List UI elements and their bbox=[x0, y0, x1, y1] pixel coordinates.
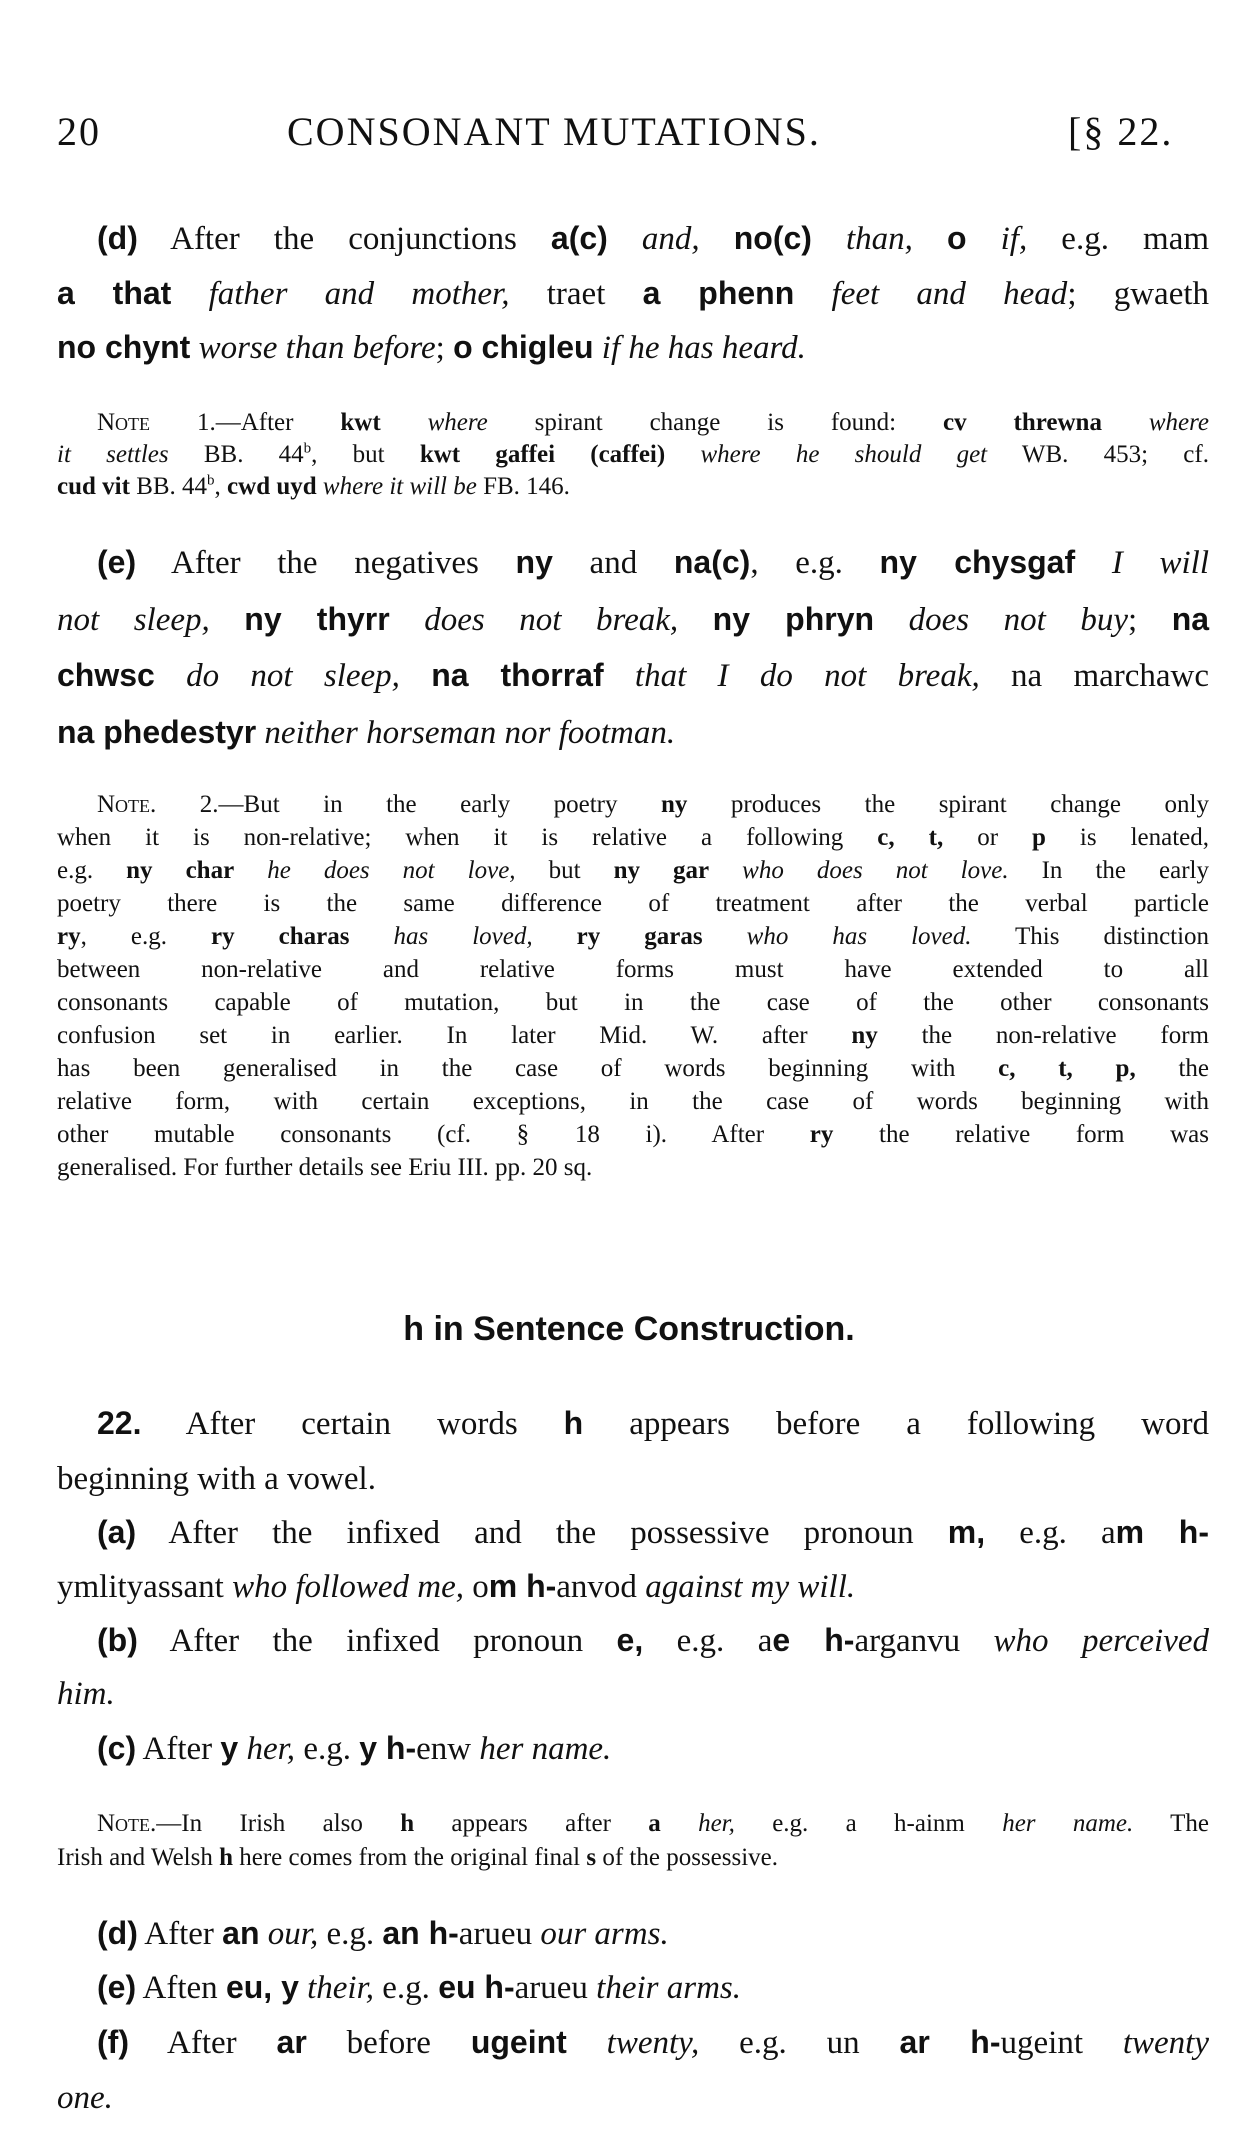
text-run bbox=[533, 923, 577, 950]
paragraph-e-negatives bbox=[57, 535, 1209, 761]
bold-term: c, t, bbox=[877, 824, 944, 851]
bold-term: (d) bbox=[97, 1915, 138, 1951]
text-run bbox=[794, 276, 831, 312]
text-line bbox=[57, 439, 1209, 471]
bold-term: h bbox=[219, 1844, 233, 1871]
text-line bbox=[57, 705, 1209, 762]
text-run bbox=[874, 602, 909, 638]
bold-term: no(c) bbox=[733, 220, 812, 256]
text-line bbox=[57, 1396, 1209, 1452]
bold-term: ny phryn bbox=[712, 600, 875, 637]
text-line bbox=[57, 321, 1209, 376]
bold-term: (b) bbox=[97, 1622, 138, 1658]
note-label: Note. bbox=[97, 1810, 157, 1837]
superscript: b bbox=[303, 440, 312, 457]
italic-gloss: where bbox=[1148, 409, 1210, 436]
text-run: This distinction bbox=[971, 923, 1210, 950]
italic-gloss: father and mother, bbox=[208, 275, 510, 312]
bold-term: m h- bbox=[488, 1568, 557, 1604]
running-title: CONSONANT MUTATIONS. bbox=[287, 109, 821, 154]
bold-term: m h- bbox=[1115, 1514, 1210, 1550]
italic-gloss: her name. bbox=[479, 1731, 612, 1767]
italic-gloss: does not buy bbox=[908, 601, 1128, 638]
italic-gloss: where bbox=[427, 409, 488, 436]
italic-gloss: does not break, bbox=[424, 601, 679, 638]
text-line bbox=[57, 1961, 1209, 2015]
italic-gloss: twenty bbox=[1122, 2025, 1210, 2061]
text-run: BB. 44 bbox=[129, 473, 208, 500]
text-run: e.g. mam bbox=[1027, 221, 1210, 257]
text-run bbox=[967, 221, 1001, 257]
text-run bbox=[1075, 545, 1112, 581]
text-run bbox=[210, 602, 245, 638]
paragraph-b bbox=[57, 1614, 1209, 1721]
text-line bbox=[57, 267, 1209, 322]
paragraph-22 bbox=[57, 1396, 1209, 1507]
text-run: —In Irish also bbox=[156, 1810, 401, 1837]
section-ref: [§ 22. bbox=[1068, 109, 1174, 154]
text-run: —After bbox=[215, 409, 341, 436]
bold-term: e h- bbox=[772, 1622, 855, 1658]
text-run: After the negatives bbox=[136, 545, 516, 581]
text-run: BB. 44 bbox=[168, 441, 304, 468]
bold-term: ny char bbox=[126, 857, 235, 884]
text-run: After the infixed and the possessive pronoun bbox=[136, 1515, 948, 1551]
text-run: After the infixed pronoun bbox=[137, 1623, 617, 1659]
bold-term: eu h- bbox=[438, 1969, 515, 2005]
text-line bbox=[57, 1614, 1209, 1668]
text-run bbox=[234, 857, 267, 884]
text-run bbox=[678, 602, 713, 638]
italic-gloss: their arms. bbox=[596, 1970, 742, 2006]
text-run bbox=[913, 221, 947, 257]
text-run: , e.g. bbox=[750, 545, 880, 581]
text-run bbox=[703, 923, 747, 950]
text-line bbox=[57, 1019, 1209, 1052]
paragraph-d-our bbox=[57, 1907, 1209, 1961]
text-run bbox=[171, 276, 208, 312]
bold-term: ny bbox=[515, 544, 553, 580]
text-run: the bbox=[1135, 1055, 1209, 1082]
italic-gloss: our, bbox=[267, 1916, 319, 1952]
text-run: confusion set in earlier. In later Mid. W. after bbox=[57, 1022, 852, 1049]
italic-gloss: where it will be bbox=[322, 473, 477, 500]
bold-term: (c) bbox=[97, 1730, 137, 1766]
text-line bbox=[57, 2071, 1209, 2126]
paragraph-f-twenty bbox=[57, 2015, 1209, 2126]
text-run bbox=[812, 221, 846, 257]
text-run: the non-relative form bbox=[877, 1022, 1210, 1049]
text-run: , e.g. bbox=[80, 923, 211, 950]
note-label: Note 1. bbox=[97, 409, 216, 436]
text-run: appears before a following word bbox=[583, 1406, 1209, 1442]
text-line bbox=[57, 986, 1209, 1019]
text-run: arganvu bbox=[854, 1623, 994, 1659]
text-run bbox=[661, 1810, 698, 1837]
text-run: FB. 146. bbox=[476, 473, 570, 500]
italic-gloss: has loved, bbox=[393, 923, 533, 950]
bold-term: y h- bbox=[359, 1730, 417, 1766]
text-run bbox=[700, 221, 734, 257]
text-run: spirant change is found: bbox=[487, 409, 944, 436]
italic-gloss: do not sleep, bbox=[186, 658, 400, 695]
text-line bbox=[57, 1907, 1209, 1961]
bold-term: ry bbox=[57, 923, 81, 950]
text-run: —But in the early poetry bbox=[218, 791, 661, 818]
text-line bbox=[57, 887, 1209, 920]
text-run: e.g. un bbox=[699, 2025, 900, 2061]
bold-term: h bbox=[563, 1405, 584, 1441]
italic-gloss: he does not love, bbox=[267, 857, 516, 884]
text-line bbox=[57, 1722, 1209, 1776]
text-run bbox=[390, 602, 425, 638]
bold-term: kwt bbox=[340, 409, 381, 436]
italic-gloss: and, bbox=[641, 221, 700, 257]
text-run: e.g. bbox=[318, 1916, 383, 1952]
italic-gloss: neither horseman nor footman. bbox=[264, 714, 676, 751]
text-run: arueu bbox=[458, 1916, 541, 1952]
italic-gloss: I will bbox=[1111, 545, 1209, 581]
italic-gloss: worse than before bbox=[198, 330, 436, 366]
text-run bbox=[299, 1970, 307, 2006]
text-line bbox=[57, 1452, 1209, 1507]
text-run: beginning with a vowel. bbox=[57, 1461, 376, 1497]
bold-term: ny chysgaf bbox=[879, 544, 1076, 580]
italic-gloss: if, bbox=[1000, 221, 1028, 257]
text-run: Irish and Welsh bbox=[57, 1844, 220, 1871]
text-line bbox=[57, 1151, 1209, 1184]
text-run: In the early bbox=[1008, 857, 1209, 884]
italic-gloss: her, bbox=[246, 1731, 296, 1767]
bold-term: na(c) bbox=[673, 544, 751, 580]
text-run: poetry there is the same difference of treatment after the verbal particle bbox=[57, 890, 1209, 917]
text-run: here comes from the original final bbox=[233, 1844, 587, 1871]
italic-gloss: who has loved. bbox=[746, 923, 972, 950]
text-line bbox=[57, 1118, 1209, 1151]
bold-term: (d) bbox=[97, 220, 138, 256]
text-line bbox=[57, 788, 1209, 821]
text-run: , but bbox=[311, 441, 420, 468]
paragraph-e-their bbox=[57, 1961, 1209, 2015]
text-line bbox=[57, 1807, 1209, 1841]
bold-term: o chigleu bbox=[453, 329, 594, 365]
text-line bbox=[57, 1052, 1209, 1085]
italic-gloss: one. bbox=[57, 2080, 113, 2116]
bold-term: ny bbox=[661, 791, 688, 818]
bold-term: o bbox=[947, 220, 967, 256]
text-run: ; bbox=[435, 330, 454, 366]
text-run: but bbox=[515, 857, 614, 884]
note-label: Note. 2. bbox=[97, 791, 219, 818]
bold-term: kwt gaffei (caffei) bbox=[419, 441, 666, 468]
italic-gloss: her, bbox=[698, 1810, 735, 1837]
bold-term: 22. bbox=[97, 1405, 142, 1441]
paragraph-c bbox=[57, 1722, 1209, 1776]
text-run bbox=[709, 857, 742, 884]
text-run bbox=[665, 441, 700, 468]
text-run: e.g. a bbox=[643, 1623, 773, 1659]
text-run: ; bbox=[1127, 601, 1172, 638]
text-run: and bbox=[552, 545, 674, 581]
text-run bbox=[567, 2025, 607, 2061]
text-run: relative form, with certain exceptions, in the case of words beginning with bbox=[57, 1088, 1209, 1115]
note-1 bbox=[57, 407, 1209, 503]
text-line bbox=[57, 471, 1209, 503]
text-run: generalised. For further details see Eriu III. pp. 20 sq. bbox=[57, 1154, 593, 1181]
bold-term: ry bbox=[809, 1121, 834, 1148]
text-run: produces the spirant change only bbox=[687, 791, 1209, 818]
bold-term: na bbox=[1171, 600, 1210, 637]
text-run: is lenated, bbox=[1045, 824, 1210, 851]
text-run: enw bbox=[416, 1731, 480, 1767]
text-run: After bbox=[136, 1731, 221, 1767]
italic-gloss: feet and head bbox=[831, 275, 1068, 312]
text-run bbox=[1102, 409, 1149, 436]
text-run: between non-relative and relative forms must have extended to all bbox=[57, 956, 1209, 983]
text-line bbox=[57, 1668, 1209, 1721]
text-run: before bbox=[306, 2025, 471, 2061]
text-line bbox=[57, 407, 1209, 439]
italic-gloss: her name. bbox=[1002, 1810, 1134, 1837]
text-line bbox=[57, 821, 1209, 854]
bold-term: a bbox=[648, 1810, 661, 1837]
bold-term: ar h- bbox=[899, 2024, 1001, 2060]
text-run: e.g. a h-ainm bbox=[734, 1810, 1003, 1837]
italic-gloss: not sleep, bbox=[57, 601, 210, 638]
text-run bbox=[155, 658, 186, 694]
bold-term: m, bbox=[947, 1514, 986, 1550]
text-run bbox=[381, 409, 428, 436]
bold-term: no chynt bbox=[57, 329, 191, 365]
text-run: traet bbox=[509, 275, 643, 312]
text-run: arueu bbox=[514, 1970, 597, 2006]
text-run bbox=[349, 923, 393, 950]
section-heading: h in Sentence Construction. bbox=[403, 1310, 855, 1348]
note-2 bbox=[57, 788, 1209, 1184]
italic-gloss: their, bbox=[307, 1970, 375, 2006]
bold-term: ugeint bbox=[470, 2024, 567, 2060]
italic-gloss: than, bbox=[846, 221, 913, 257]
bold-term: s bbox=[586, 1844, 597, 1871]
text-run bbox=[604, 658, 635, 694]
text-run: e.g. a bbox=[985, 1515, 1116, 1551]
italic-gloss: that I do not break, bbox=[634, 658, 980, 695]
text-line bbox=[57, 1560, 1209, 1614]
italic-gloss: where he should get bbox=[700, 441, 988, 468]
text-run: has been generalised in the case of words beginning with bbox=[57, 1055, 999, 1082]
text-run bbox=[260, 1916, 268, 1952]
bold-term: a phenn bbox=[642, 274, 795, 311]
text-line bbox=[57, 953, 1209, 986]
bold-term: na phedestyr bbox=[57, 713, 257, 750]
italic-gloss: our arms. bbox=[540, 1916, 669, 1952]
bold-term: an bbox=[222, 1915, 260, 1951]
text-run: After bbox=[137, 1916, 223, 1952]
text-run: e.g. bbox=[295, 1731, 360, 1767]
text-line bbox=[57, 1841, 1209, 1875]
bold-term: ny gar bbox=[613, 857, 710, 884]
bold-term: an h- bbox=[382, 1915, 459, 1951]
bold-term: a(c) bbox=[550, 220, 608, 256]
italic-gloss: it settles bbox=[57, 441, 169, 468]
bold-term: (a) bbox=[97, 1514, 137, 1550]
text-run: na marchawc bbox=[979, 658, 1210, 695]
text-line bbox=[57, 920, 1209, 953]
text-run: of the possessive. bbox=[596, 1844, 779, 1871]
text-run: WB. 453; cf. bbox=[987, 441, 1209, 468]
bold-term: cv threwna bbox=[943, 409, 1102, 436]
bold-term: na thorraf bbox=[431, 657, 604, 694]
text-line bbox=[57, 212, 1209, 267]
text-run: consonants capable of mutation, but in the case of the other consonants bbox=[57, 989, 1209, 1016]
italic-gloss: who followed me, bbox=[232, 1569, 464, 1605]
text-run: appears after bbox=[414, 1810, 649, 1837]
text-run: o bbox=[463, 1569, 489, 1605]
text-run bbox=[608, 221, 642, 257]
text-run bbox=[190, 330, 198, 366]
text-run: After certain words bbox=[141, 1406, 564, 1442]
paragraph-a bbox=[57, 1506, 1209, 1614]
bold-term: y bbox=[220, 1730, 239, 1766]
italic-gloss: him. bbox=[57, 1676, 115, 1712]
bold-term: ry charas bbox=[211, 923, 350, 950]
text-run: ymlityassant bbox=[57, 1569, 233, 1605]
page-number: 20 bbox=[57, 109, 101, 154]
bold-term: chwsc bbox=[57, 657, 155, 694]
bold-term: e, bbox=[616, 1622, 644, 1658]
italic-gloss: who does not love. bbox=[742, 857, 1009, 884]
text-line bbox=[57, 854, 1209, 887]
text-run: , bbox=[214, 473, 228, 500]
text-run: anvod bbox=[556, 1569, 646, 1605]
text-run: Aften bbox=[136, 1970, 226, 2006]
text-run: or bbox=[943, 824, 1033, 851]
text-run bbox=[594, 330, 602, 366]
bold-term: cwd uyd bbox=[227, 473, 317, 500]
note-3 bbox=[57, 1807, 1209, 1875]
text-run: e.g. bbox=[374, 1970, 439, 2006]
bold-term: (e) bbox=[97, 1969, 137, 2005]
bold-term: (f) bbox=[97, 2024, 129, 2060]
text-run: ; gwaeth bbox=[1067, 275, 1210, 312]
bold-term: (e) bbox=[97, 544, 137, 580]
text-line bbox=[57, 1506, 1209, 1560]
bold-term: eu, y bbox=[225, 1969, 299, 2005]
text-line bbox=[57, 648, 1209, 705]
superscript: b bbox=[207, 472, 215, 489]
bold-term: ar bbox=[276, 2024, 307, 2060]
bold-term: h bbox=[400, 1810, 415, 1837]
text-line bbox=[57, 1085, 1209, 1118]
bold-term: a that bbox=[57, 274, 172, 311]
text-run: After the conjunctions bbox=[137, 221, 551, 257]
bold-term: ny thyrr bbox=[244, 600, 390, 637]
text-run: the relative form was bbox=[833, 1121, 1209, 1148]
bold-term: cud vit bbox=[57, 473, 130, 500]
text-line bbox=[57, 592, 1209, 649]
text-run: when it is non-relative; when it is relative a following bbox=[57, 824, 878, 851]
text-run bbox=[400, 658, 431, 694]
italic-gloss: if he has heard. bbox=[601, 330, 806, 366]
bold-term: c, t, p, bbox=[998, 1055, 1136, 1082]
bold-term: ny bbox=[851, 1022, 878, 1049]
text-run: ugeint bbox=[1000, 2025, 1123, 2061]
italic-gloss: who perceived bbox=[993, 1623, 1209, 1659]
italic-gloss: twenty, bbox=[606, 2025, 700, 2061]
italic-gloss: against my will. bbox=[645, 1569, 856, 1605]
text-line bbox=[57, 535, 1209, 592]
bold-term: p bbox=[1032, 824, 1046, 851]
bold-term: ry garas bbox=[576, 923, 703, 950]
text-run: The bbox=[1133, 1810, 1210, 1837]
text-run: other mutable consonants (cf. § 18 i). After bbox=[57, 1121, 810, 1148]
text-line bbox=[57, 2015, 1209, 2071]
text-run: e.g. bbox=[57, 857, 127, 884]
paragraph-d-conjunctions bbox=[57, 212, 1209, 376]
text-run: After bbox=[128, 2025, 277, 2061]
